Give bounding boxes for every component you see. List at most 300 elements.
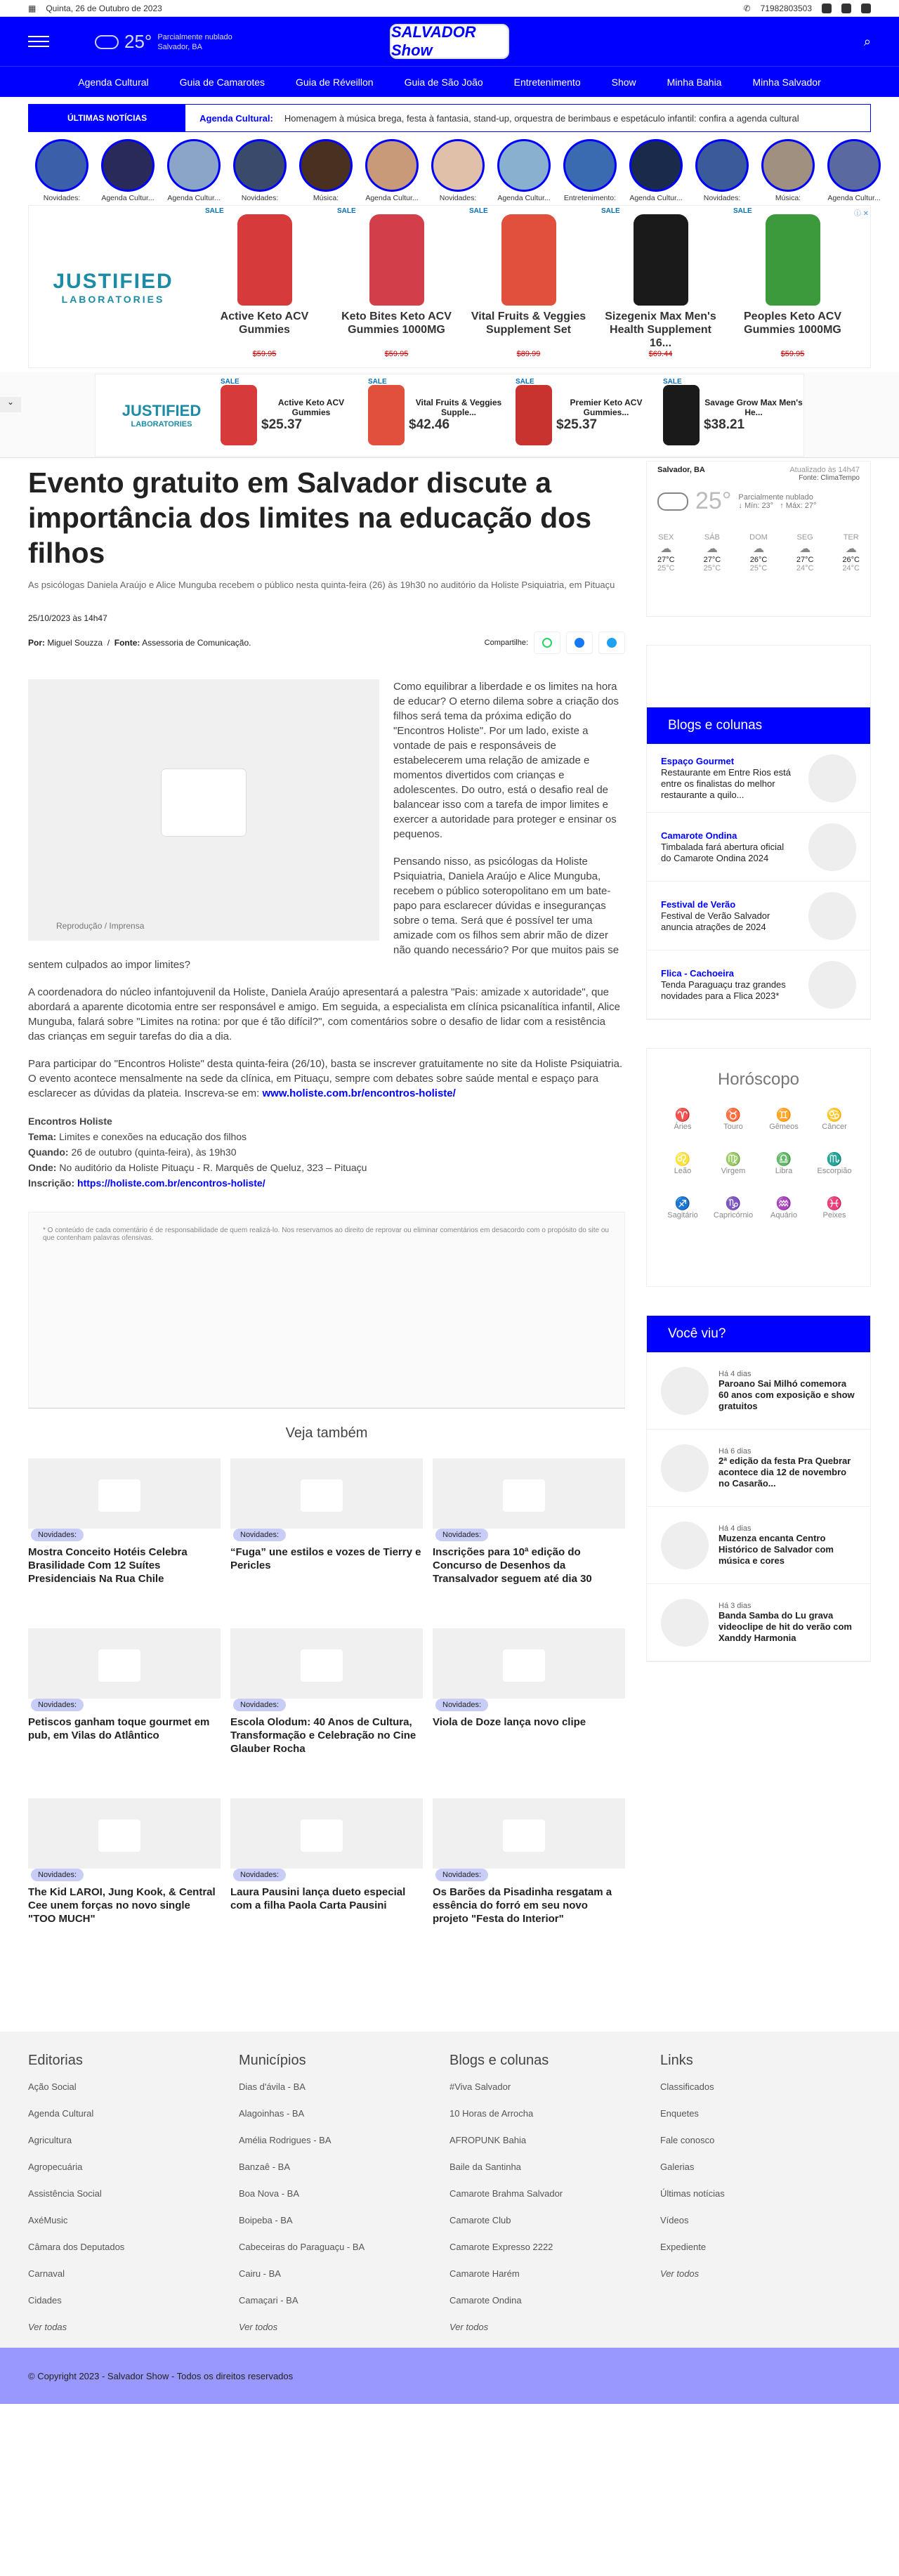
ad-sale-badge: SALE <box>205 207 224 215</box>
paragraph: Como equilibrar a liberdade e os limites na hora de educar? O eterno dilema sobre a criação dos filhos será tema da próxima edição do "Encontros Holiste". Por um lado, existe a vontade de pais e responsáveis de estabelecerem uma relação de amizade e momentos divertidos com crianças e adolescentes. Do outro, está o desafio real de balancear isso com a tarefa de impor limites e exercer a autoridade para proteger e ensinar os pequenos. <box>393 681 619 840</box>
story-label: Agenda Cultur... <box>629 194 683 202</box>
story-avatar[interactable] <box>35 139 88 192</box>
whatsapp-icon[interactable]: ✆ <box>743 3 751 13</box>
footer-link[interactable]: Camarote Brahma Salvador <box>450 2188 563 2199</box>
related-tag[interactable]: Novidades: <box>31 1869 84 1881</box>
blog-title[interactable]: Tenda Paraguaçu traz grandes novidades para a Flica 2023* <box>661 979 786 1001</box>
image-caption: Reprodução / Imprensa <box>56 921 145 931</box>
story-label: Novidades: <box>241 194 279 202</box>
related-grid <box>28 1458 625 1968</box>
story-avatar[interactable] <box>695 139 749 192</box>
sign-item[interactable] <box>657 1108 708 1131</box>
zodiac-icon: ♐ <box>674 1196 691 1210</box>
blog-category[interactable]: Camarote Ondina <box>661 830 737 841</box>
forecast-day-name: SÁB <box>704 533 720 542</box>
related-tag[interactable]: Novidades: <box>435 1699 488 1711</box>
ad-close-icon[interactable]: ⓘ ✕ <box>853 210 869 218</box>
ad2-product[interactable] <box>368 377 508 445</box>
instagram-icon[interactable] <box>861 4 871 13</box>
footer-link[interactable]: Camarote Club <box>450 2215 511 2225</box>
sign-name[interactable]: Capricórnio <box>713 1211 754 1220</box>
sign-name[interactable]: Virgem <box>721 1167 746 1175</box>
related-image[interactable] <box>433 1628 625 1699</box>
sign-name[interactable]: Gêmeos <box>769 1123 799 1131</box>
voce-viu-thumb[interactable] <box>661 1599 709 1647</box>
sign-item[interactable] <box>759 1152 809 1175</box>
product-image <box>634 214 688 306</box>
nav-item[interactable]: Guia de Camarotes <box>179 76 265 88</box>
related-card[interactable] <box>433 1798 625 1968</box>
top-bar <box>0 0 899 17</box>
related-card[interactable] <box>433 1458 625 1628</box>
ad-logo: JUSTIFIED LABORATORIES <box>53 270 173 305</box>
story-label: Agenda Cultur... <box>827 194 881 202</box>
blog-thumb[interactable] <box>808 961 856 1009</box>
facebook-icon[interactable] <box>822 4 832 13</box>
story-item[interactable] <box>32 139 92 202</box>
related-card[interactable] <box>230 1458 423 1628</box>
related-title: Veja também <box>285 1425 368 1441</box>
voce-viu-title[interactable]: 2ª edição da festa Pra Quebrar acontece dia 12 de novembro no Casarão... <box>718 1455 851 1489</box>
nav-item[interactable]: Entretenimento <box>513 76 581 88</box>
sign-item[interactable] <box>759 1196 809 1220</box>
sign-item[interactable] <box>759 1108 809 1131</box>
footer-link[interactable]: Galerias <box>660 2162 695 2172</box>
sign-name[interactable]: Áries <box>674 1123 692 1131</box>
footer-link[interactable]: Dias d'ávila - BA <box>239 2081 306 2092</box>
related-title[interactable]: “Fuga” une estilos e vozes de Tierry e Pericles <box>230 1546 421 1571</box>
footer-link[interactable]: Classificados <box>660 2081 714 2092</box>
related-tag[interactable]: Novidades: <box>233 1869 286 1881</box>
ad-sale-badge: SALE <box>601 207 620 215</box>
footer-link[interactable]: Alagoinhas - BA <box>239 2108 305 2119</box>
nav-item[interactable]: Guia de Réveillon <box>296 76 374 88</box>
search-icon[interactable]: ⌕ <box>863 34 871 48</box>
forecast-day <box>657 533 675 573</box>
nav-item[interactable]: Minha Salvador <box>752 76 821 88</box>
footer-column-title: Editorias <box>28 2053 83 2068</box>
ad-product-old-price: $69.44 <box>648 350 673 358</box>
copyright: © Copyright 2023 - Salvador Show - Todos os direitos reservados <box>0 2348 899 2404</box>
forecast-day <box>704 533 721 573</box>
facebook-icon <box>575 638 584 648</box>
ad-sale-badge: SALE <box>368 377 387 386</box>
blog-item[interactable] <box>647 813 870 882</box>
phone-number[interactable]: 71982803503 <box>760 3 812 13</box>
footer-link[interactable]: AxéMusic <box>28 2215 68 2225</box>
zodiac-icon: ♏ <box>826 1152 843 1166</box>
sign-item[interactable] <box>708 1108 759 1131</box>
forecast-max: 26°C <box>749 556 768 564</box>
menu-icon[interactable] <box>28 36 49 47</box>
story-avatar[interactable] <box>497 139 551 192</box>
header-weather-location: Salvador, BA <box>157 42 202 51</box>
product-image <box>221 385 257 445</box>
story-avatar[interactable] <box>167 139 221 192</box>
footer-column-title: Blogs e colunas <box>450 2053 549 2068</box>
ad2-product-name[interactable]: Active Keto ACV Gummies <box>277 397 345 417</box>
whatsapp-icon <box>542 638 552 648</box>
footer-link[interactable]: Carnaval <box>28 2268 65 2279</box>
story-label: Entretenimento: <box>563 194 617 202</box>
event-info: Encontros Holiste Tema: Limites e conexões na educação dos filhos Quando: 26 de outubro (quinta-feira), às 19h30 Onde: No auditório da Holiste Pituaçu - R. Marquês de Queluz, 323 – Pituaçu Inscrição: https://holiste.com.br/encontros-holiste/ <box>28 1116 367 1189</box>
voce-viu-date: Há 6 dias <box>718 1446 752 1456</box>
twitter-icon <box>607 638 617 648</box>
footer-link[interactable]: Cairu - BA <box>239 2268 281 2279</box>
blogs-box <box>646 645 871 1020</box>
footer-link[interactable]: 10 Horas de Arrocha <box>450 2108 534 2119</box>
ad-sale-badge: SALE <box>663 377 682 386</box>
footer-link[interactable]: Camarote Ondina <box>450 2295 522 2306</box>
footer-link[interactable]: Amélia Rodrigues - BA <box>239 2135 332 2145</box>
related-card[interactable] <box>28 1458 221 1628</box>
ticker-category[interactable]: Agenda Cultural: <box>199 112 273 124</box>
sidebar <box>646 458 871 1968</box>
product-image <box>516 385 552 445</box>
nav-item[interactable]: Minha Bahia <box>667 76 722 88</box>
footer-column <box>660 2032 871 2348</box>
sign-item[interactable] <box>708 1196 759 1220</box>
news-ticker <box>28 104 871 132</box>
header-weather-desc: Parcialmente nublado <box>157 32 232 41</box>
story-item[interactable] <box>362 139 422 202</box>
footer-link[interactable]: Enquetes <box>660 2108 699 2119</box>
related-title[interactable]: Laura Pausini lança dueto especial com a filha Paola Carta Pausini <box>230 1886 406 1911</box>
forecast-max: 26°C <box>842 556 860 564</box>
sign-item[interactable] <box>809 1152 860 1175</box>
blog-thumb[interactable] <box>808 823 856 871</box>
main-nav <box>0 66 899 97</box>
blog-item[interactable] <box>647 744 870 813</box>
blog-title[interactable]: Timbalada fará abertura oficial do Camarote Ondina 2024 <box>661 841 785 863</box>
ad-product-name[interactable]: Keto Bites Keto ACV Gummies 1000MG <box>341 310 452 336</box>
nav-item[interactable]: Guia de São João <box>404 76 483 88</box>
related-image[interactable] <box>433 1458 625 1529</box>
story-avatar[interactable] <box>629 139 683 192</box>
ad2-product-price: $25.37 <box>556 417 598 432</box>
story-avatar[interactable] <box>827 139 881 192</box>
footer-link[interactable]: Cidades <box>28 2295 62 2306</box>
paragraph: A coordenadora do núcleo infantojuvenil da Holiste, Daniela Araújo apresentará a palestra "Pais: amizade x autoridade", que abordará a aparente dicotomia entre ser responsável e amigo. Em seguida, a especialista em clínica psicanalítica infantil, Alice Munguba, falará sobre "Limites na rotina: por que é tão difícil?", com comentários sobre o desafio de lidar com a resistência das crianças em seguir tarefas do dia a dia. <box>28 986 620 1042</box>
voce-viu-item[interactable] <box>647 1352 870 1430</box>
ad-product[interactable] <box>199 206 329 369</box>
zodiac-icon: ♊ <box>775 1108 792 1122</box>
sign-item[interactable] <box>809 1108 860 1131</box>
story-label: Agenda Cultur... <box>101 194 155 202</box>
related-title[interactable]: Mostra Conceito Hotéis Celebra Brasilidade Com 12 Suítes Presidenciais Na Rua Chile <box>28 1546 188 1585</box>
related-title[interactable]: The Kid LAROI, Jung Kook, & Central Cee unem forças no novo single "TOO MUCH" <box>28 1886 216 1925</box>
forecast-max: 27°C <box>657 556 675 564</box>
nav-item[interactable]: Agenda Cultural <box>78 76 149 88</box>
article <box>28 458 625 1968</box>
ad-product[interactable] <box>332 206 461 369</box>
site-header <box>0 17 899 66</box>
forecast-day-name: TER <box>843 533 859 542</box>
ad-product-name[interactable]: Sizegenix Max Men's Health Supplement 16... <box>605 310 716 349</box>
related-image[interactable] <box>28 1628 221 1699</box>
story-item[interactable] <box>428 139 488 202</box>
zodiac-icon: ♉ <box>725 1108 742 1122</box>
footer-link[interactable]: Agricultura <box>28 2135 72 2145</box>
footer-link[interactable]: Câmara dos Deputados <box>28 2242 125 2252</box>
story-item[interactable] <box>758 139 818 202</box>
footer-column <box>28 2032 239 2348</box>
ad2-product-name[interactable]: Premier Keto ACV Gummies... <box>570 397 643 417</box>
story-avatar[interactable] <box>101 139 155 192</box>
forecast-day-name: SEG <box>796 533 813 542</box>
related-card[interactable] <box>28 1628 221 1798</box>
voce-viu-item[interactable] <box>647 1584 870 1661</box>
voce-viu-thumb[interactable] <box>661 1367 709 1415</box>
related-image[interactable] <box>433 1798 625 1869</box>
current-date: Quinta, 26 de Outubro de 2023 <box>46 3 162 13</box>
ad-product-name[interactable]: Peoples Keto ACV Gummies 1000MG <box>744 310 841 336</box>
related-tag[interactable]: Novidades: <box>435 1869 488 1881</box>
footer-link[interactable]: Camaçari - BA <box>239 2295 298 2306</box>
voce-viu-title[interactable]: Paroano Sai Milhó comemora 60 anos com exposição e show gratuitos <box>718 1378 855 1411</box>
ad-product[interactable] <box>464 206 593 369</box>
ad-product-old-price: $89.99 <box>516 350 541 358</box>
ad2-product-name[interactable]: Savage Grow Max Men's He... <box>704 397 803 417</box>
related-tag[interactable]: Novidades: <box>31 1699 84 1711</box>
ad2-product[interactable] <box>663 377 803 445</box>
article-byline: Por: Miguel Souzza / Fonte: Assessoria de Comunicação. <box>28 638 251 648</box>
footer-link[interactable]: AFROPUNK Bahia <box>450 2135 527 2145</box>
footer-column <box>450 2032 660 2348</box>
story-item[interactable] <box>494 139 554 202</box>
story-item[interactable] <box>824 139 884 202</box>
voce-viu-thumb[interactable] <box>661 1444 709 1492</box>
blog-title[interactable]: Festival de Verão Salvador anuncia atrações de 2024 <box>661 910 770 932</box>
ad2-product-name[interactable]: Vital Fruits & Veggies Supple... <box>415 397 502 417</box>
related-title[interactable]: Os Barões da Pisadinha resgatam a essência do forró em seu novo projeto "Festa do Interior" <box>433 1886 612 1925</box>
forecast-day-name: DOM <box>749 533 768 542</box>
paragraph: Para participar do "Encontros Holiste" desta quinta-feira (26/10), basta se inscrever gratuitamente no site da Holiste Psiquiatria. O evento acontece mensalmente na sede da clínica, em Pituaçu, sempre com debates sobre saúde mental e espaço para esclarecer as dúvidas da plateia. Inscreva-se em: www.holiste.com.br/encontros-holiste/ <box>28 1058 623 1099</box>
related-image[interactable] <box>230 1458 423 1529</box>
product-image <box>368 385 405 445</box>
paragraph: Pensando nisso, as psicólogas da Holiste Psiquiatria, Daniela Araújo e Alice Munguba, recebem o público soteropolitano em um bate-papo para esclarecer dúvidas e inseguranças sobre o tema. Será que é possível ter uma amizade com os filhos sem abrir mão de dizer não quando necessário? Por que muitos pais se sentem culpados ao impor limites? <box>28 856 619 971</box>
whatsapp-share-button[interactable] <box>534 632 560 654</box>
sign-item[interactable] <box>657 1152 708 1175</box>
story-avatar[interactable] <box>233 139 287 192</box>
voce-viu-thumb[interactable] <box>661 1522 709 1569</box>
related-card[interactable] <box>230 1798 423 1968</box>
ad-banner[interactable] <box>28 205 871 368</box>
story-item[interactable] <box>296 139 356 202</box>
footer-link[interactable]: Fale conosco <box>660 2135 715 2145</box>
site-logo[interactable]: SALVADOR Show <box>390 24 509 59</box>
ad2-product[interactable] <box>221 377 361 445</box>
sign-name[interactable]: Câncer <box>822 1123 847 1131</box>
related-tag[interactable]: Novidades: <box>233 1529 286 1541</box>
nav-item[interactable]: Show <box>611 76 636 88</box>
comments-box[interactable]: * O conteúdo de cada comentário é de responsabilidade de quem realizá-lo. Nos reservamos ao direito de reprovar ou eliminar comentários em desacordo com o propósito do site ou que contenham palavras ofensivas. <box>28 1212 625 1408</box>
footer-link[interactable]: Boipeba - BA <box>239 2215 293 2225</box>
story-label: Novidades: <box>43 194 81 202</box>
story-item[interactable] <box>98 139 158 202</box>
ad-sale-badge: SALE <box>516 377 534 386</box>
footer-link[interactable]: Cabeceiras do Paraguaçu - BA <box>239 2242 365 2252</box>
footer-link[interactable]: Ver todos <box>239 2322 278 2332</box>
related-title[interactable]: Inscrições para 10ª edição do Concurso de Desenhos da Transalvador seguem até dia 30 <box>433 1546 592 1585</box>
sign-item[interactable] <box>809 1196 860 1220</box>
horoscope: Horóscopo ♈ Áries ♉ Touro ♊ Gêmeos ♋ Câncer ♌ Leão ♍ Virgem ♎ Libra ♏ Escorpião ♐ Sagitário ♑ Capricórnio ♒ Aquário ♓ Peixes <box>646 1048 871 1287</box>
footer-link[interactable]: Ver todos <box>660 2268 700 2279</box>
forecast-day-name: SEX <box>658 533 674 542</box>
footer-link[interactable]: Baile da Santinha <box>450 2162 521 2172</box>
blogs-header: Blogs e colunas <box>647 707 870 744</box>
footer-link[interactable]: Ação Social <box>28 2081 77 2092</box>
article-date: 25/10/2023 às 14h47 <box>28 613 107 623</box>
chevron-down-icon[interactable]: ⌄ <box>0 397 21 412</box>
footer-column <box>239 2032 450 2348</box>
cloud-icon: ☁ <box>799 543 811 555</box>
voce-viu-item[interactable] <box>647 1430 870 1507</box>
product-image <box>766 214 820 306</box>
footer-link[interactable]: Camarote Expresso 2222 <box>450 2242 553 2252</box>
ad-sticky <box>0 372 899 458</box>
sign-name[interactable]: Aquário <box>770 1211 797 1220</box>
signup-link[interactable]: www.holiste.com.br/encontros-holiste/ <box>262 1087 456 1099</box>
story-label: Agenda Cultur... <box>497 194 551 202</box>
voce-viu-date: Há 3 dias <box>718 1601 752 1610</box>
related-card[interactable] <box>28 1798 221 1968</box>
ad2-product-price: $42.46 <box>409 417 450 432</box>
sign-name[interactable]: Peixes <box>822 1211 846 1220</box>
footer-link[interactable]: Camarote Harém <box>450 2268 520 2279</box>
ad2-product[interactable] <box>516 377 656 445</box>
blog-item[interactable] <box>647 950 870 1019</box>
blog-category[interactable]: Flica - Cachoeira <box>661 967 735 979</box>
ad-sale-badge: SALE <box>469 207 488 215</box>
related-image[interactable] <box>230 1798 423 1869</box>
footer-link[interactable]: Boa Nova - BA <box>239 2188 299 2199</box>
voce-viu-date: Há 4 dias <box>718 1369 752 1378</box>
story-item[interactable] <box>626 139 686 202</box>
related-tag[interactable]: Novidades: <box>233 1699 286 1711</box>
story-avatar[interactable] <box>563 139 617 192</box>
story-avatar[interactable] <box>299 139 353 192</box>
related-title[interactable]: Escola Olodum: 40 Anos de Cultura, Transformação e Celebração no Cine Glauber Rocha <box>230 1716 416 1755</box>
story-item[interactable] <box>230 139 290 202</box>
footer-link[interactable]: Agenda Cultural <box>28 2108 94 2119</box>
sign-name[interactable]: Escorpião <box>817 1167 852 1175</box>
ticker-label: ÚLTIMAS NOTÍCIAS <box>29 105 185 131</box>
image-placeholder-icon <box>162 769 246 836</box>
story-item[interactable] <box>164 139 224 202</box>
related-card[interactable] <box>230 1628 423 1798</box>
voce-viu-title[interactable]: Muzenza encanta Centro Histórico de Salvador com música e cores <box>718 1532 834 1566</box>
footer-link[interactable]: Assistência Social <box>28 2188 102 2199</box>
related-tag[interactable]: Novidades: <box>31 1529 84 1541</box>
ad-sale-badge: SALE <box>221 377 239 386</box>
related-image[interactable] <box>28 1798 221 1869</box>
forecast-max: 27°C <box>703 556 721 564</box>
product-image <box>369 214 424 306</box>
related-title[interactable]: Petiscos ganham toque gourmet em pub, em Vilas do Atlântico <box>28 1716 210 1741</box>
footer-link[interactable]: Ver todos <box>450 2322 489 2332</box>
forecast-max: 27°C <box>796 556 814 564</box>
footer-link[interactable]: Vídeos <box>660 2215 689 2225</box>
article-title: Evento gratuito em Salvador discute a importância dos limites na educação dos filhos <box>28 466 592 569</box>
blog-item[interactable] <box>647 882 870 950</box>
product-image <box>663 385 700 445</box>
ticker-headline[interactable]: Homenagem à música brega, festa à fantasia, stand-up, orquestra de berimbaus e espetáculo infantil: confira a agenda cultural <box>284 112 799 124</box>
facebook-share-button[interactable] <box>566 632 593 654</box>
ad-banner-2[interactable] <box>95 374 804 457</box>
blog-title[interactable]: Restaurante em Entre Rios está entre os finalistas do melhor restaurante a quilo... <box>661 766 791 800</box>
ad-product[interactable] <box>596 206 726 369</box>
footer-link[interactable]: Últimas notícias <box>660 2188 725 2199</box>
zodiac-icon: ♓ <box>826 1196 843 1210</box>
cloud-icon: ☁ <box>845 543 857 555</box>
forecast-min: 24°C <box>842 564 860 573</box>
story-avatar[interactable] <box>761 139 815 192</box>
story-avatar[interactable] <box>365 139 419 192</box>
registration-link[interactable]: https://holiste.com.br/encontros-holiste/ <box>77 1177 265 1189</box>
footer-link[interactable]: Expediente <box>660 2242 707 2252</box>
zodiac-icon: ♋ <box>826 1108 843 1122</box>
related-tag[interactable]: Novidades: <box>435 1529 488 1541</box>
footer-link[interactable]: Banzaê - BA <box>239 2162 290 2172</box>
related-image[interactable] <box>28 1458 221 1529</box>
calendar-icon: ▦ <box>28 3 37 13</box>
footer-link[interactable]: #Viva Salvador <box>450 2081 511 2092</box>
footer-link[interactable]: Ver todas <box>28 2322 67 2332</box>
stories-row <box>0 139 899 202</box>
product-image <box>237 214 292 306</box>
blog-category[interactable]: Festival de Verão <box>661 898 736 910</box>
forecast-min: 25°C <box>657 564 675 573</box>
story-label: Música: <box>775 194 801 202</box>
sign-name[interactable]: Leão <box>674 1167 692 1175</box>
voce-viu-header: Você viu? <box>647 1316 870 1352</box>
forecast-day <box>842 533 860 573</box>
ad-product[interactable] <box>728 206 858 369</box>
blog-category[interactable]: Espaço Gourmet <box>661 755 735 766</box>
related-title[interactable]: Viola de Doze lança novo clipe <box>433 1716 586 1728</box>
ad-sale-badge: SALE <box>337 207 356 215</box>
blog-thumb[interactable] <box>808 892 856 940</box>
sign-item[interactable] <box>708 1152 759 1175</box>
story-item[interactable] <box>692 139 752 202</box>
voce-viu-item[interactable] <box>647 1507 870 1584</box>
cloud-icon <box>657 492 688 511</box>
ad-product-old-price: $59.95 <box>252 350 277 358</box>
forecast-day <box>749 533 768 573</box>
ad-sale-badge: SALE <box>733 207 752 215</box>
sign-name[interactable]: Sagitário <box>667 1211 698 1220</box>
blog-thumb[interactable] <box>808 754 856 802</box>
forecast-day <box>796 533 814 573</box>
product-image <box>501 214 556 306</box>
sign-name[interactable]: Libra <box>775 1167 793 1175</box>
forecast-min: 24°C <box>796 564 814 573</box>
footer-link[interactable]: Agropecuária <box>28 2162 83 2172</box>
ad-product-name[interactable]: Vital Fruits & Veggies Supplement Set <box>471 310 586 336</box>
story-item[interactable] <box>560 139 620 202</box>
story-avatar[interactable] <box>431 139 485 192</box>
twitter-icon[interactable] <box>841 4 851 13</box>
related-card[interactable] <box>433 1628 625 1798</box>
ad-product-name[interactable]: Active Keto ACV Gummies <box>220 310 309 336</box>
sign-name[interactable]: Touro <box>723 1123 743 1131</box>
related-image[interactable] <box>230 1628 423 1699</box>
voce-viu-title[interactable]: Banda Samba do Lu grava videoclipe de hit do verão com Xanddy Harmonia <box>718 1609 852 1643</box>
twitter-share-button[interactable] <box>598 632 625 654</box>
sign-item[interactable] <box>657 1196 708 1220</box>
zodiac-icon: ♌ <box>674 1152 691 1166</box>
